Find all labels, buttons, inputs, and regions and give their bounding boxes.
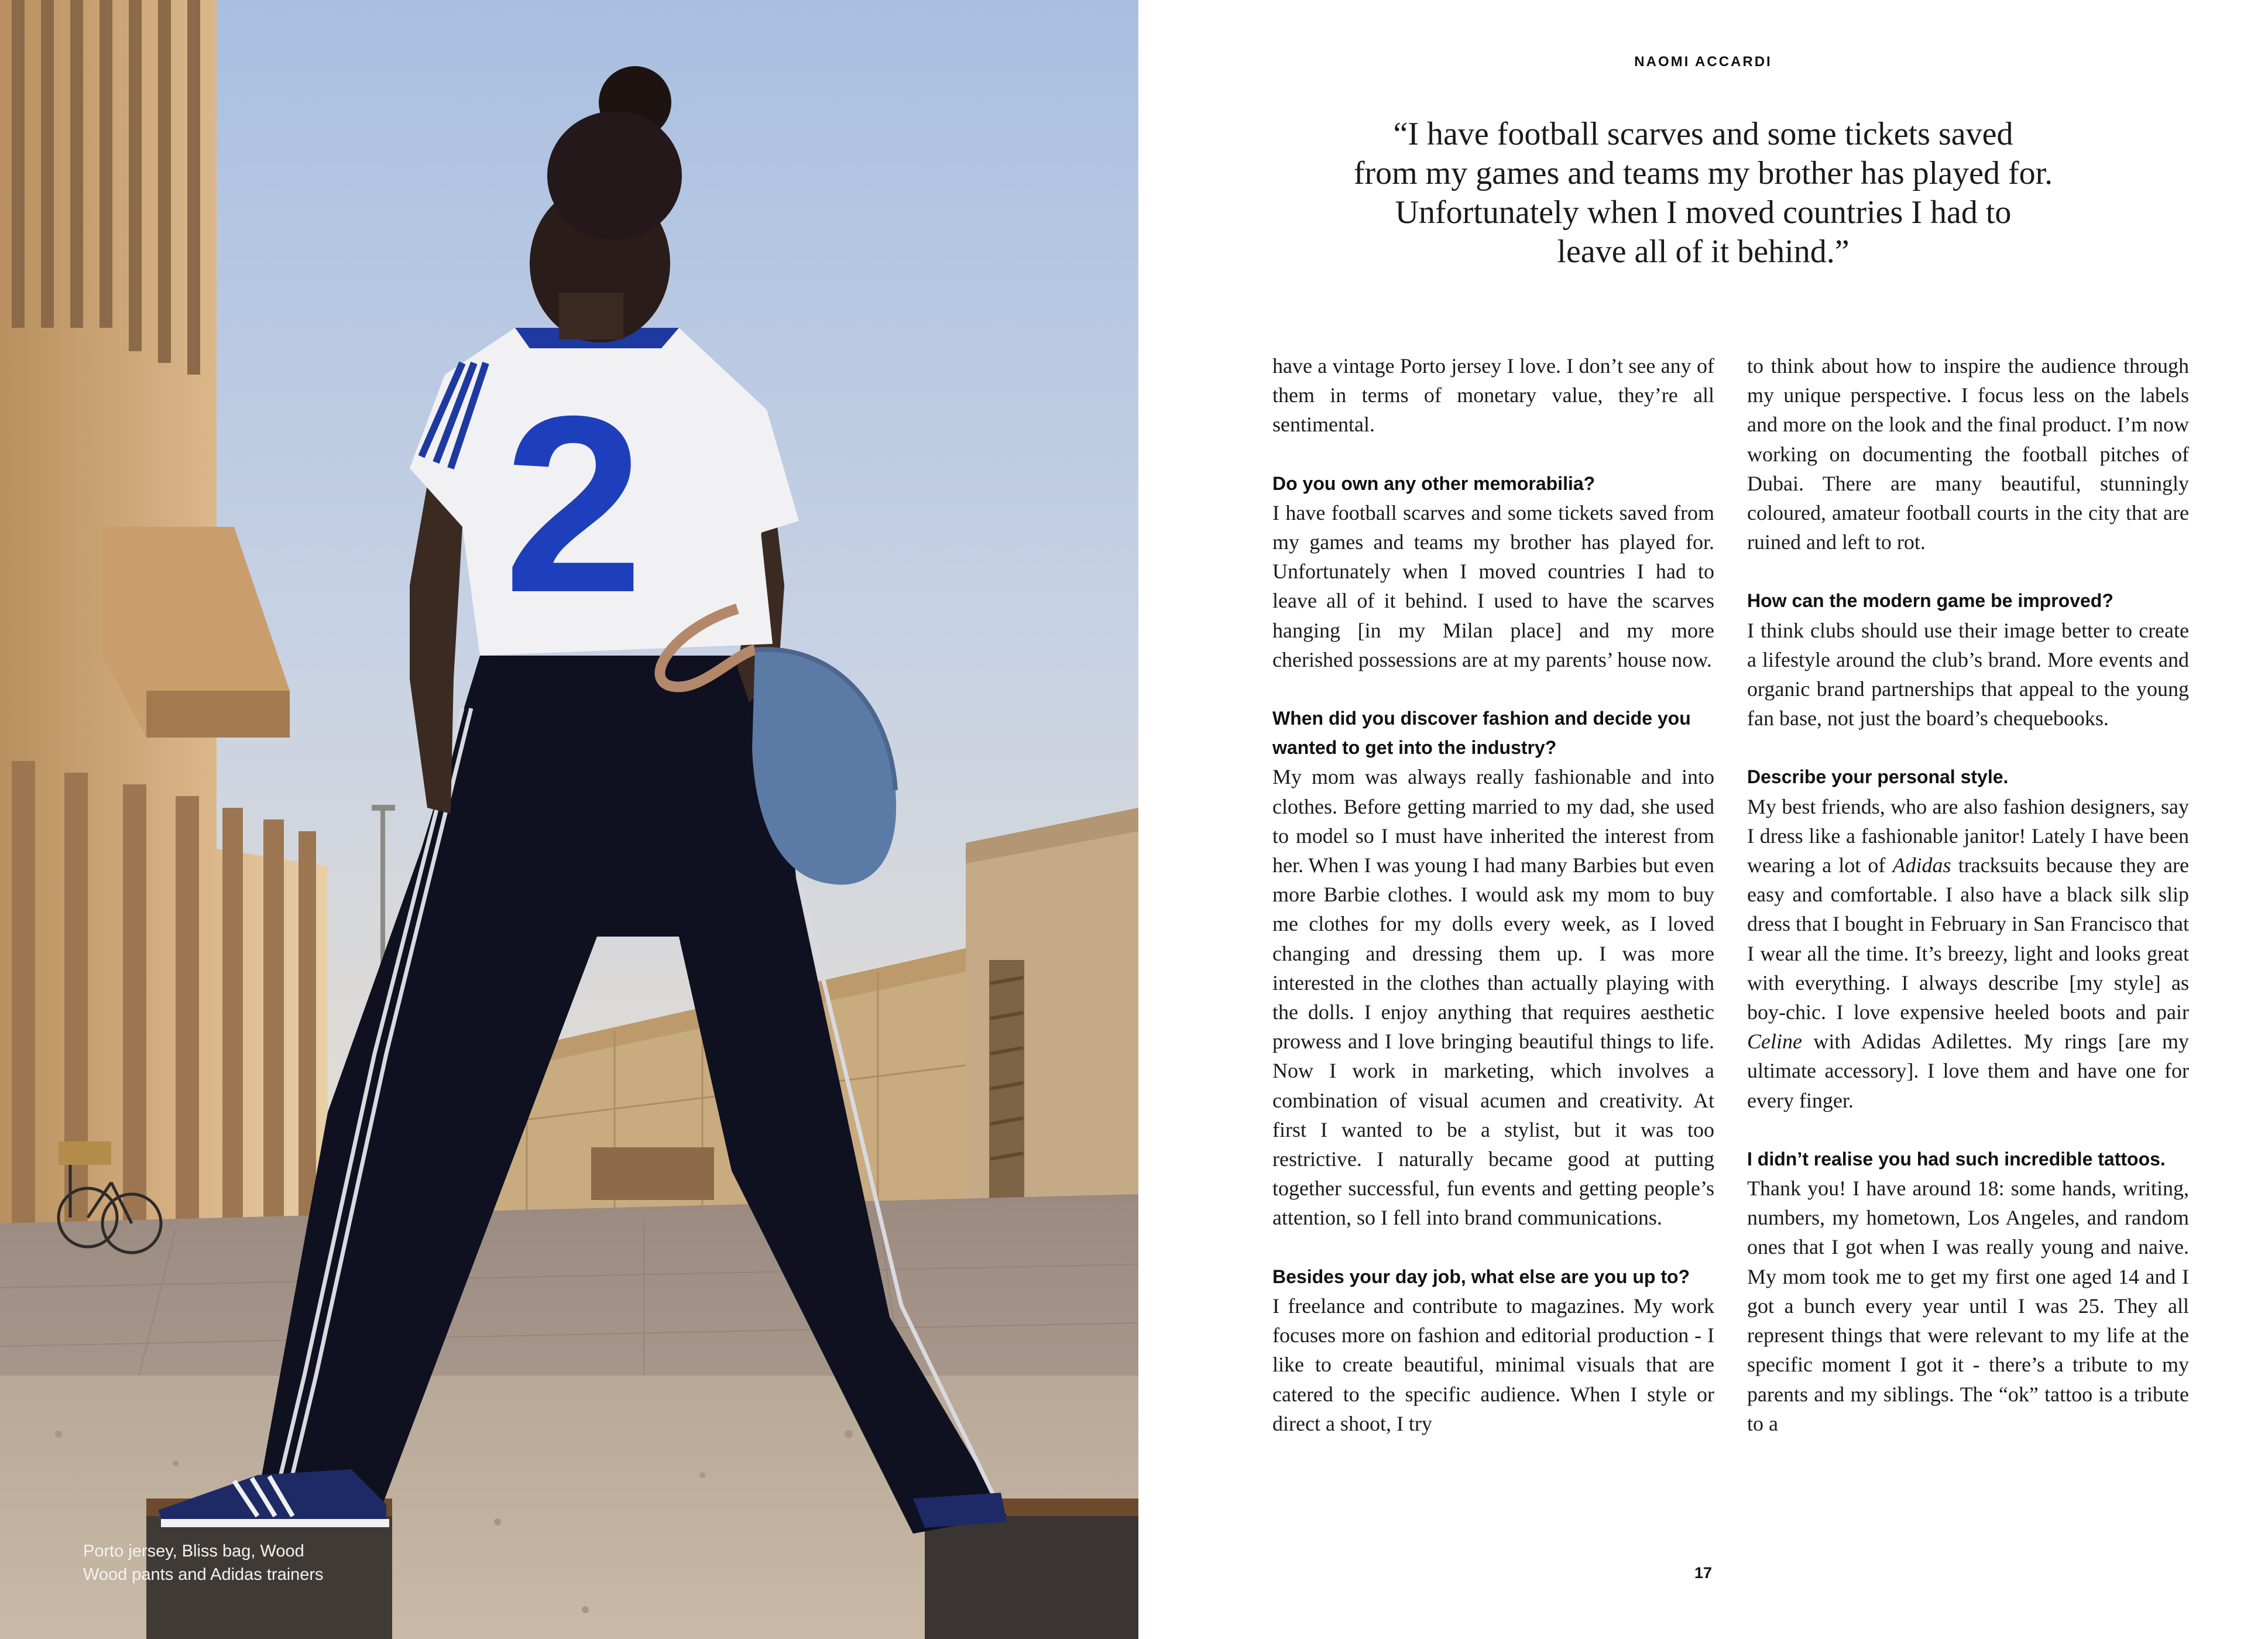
caption-line: Porto jersey, Bliss bag, Wood — [83, 1542, 304, 1561]
brand-name: Celine — [1747, 1030, 1802, 1054]
answer-text: tracksuits because they are easy and comfortable. I also have a black silk slip dress that I bought in February in San Francisco that I wear all the time. It’s breezy, light and looks great with everything. I always describe [my style] as boy-chic. I love expensive heeled boots and pair — [1747, 853, 2189, 1024]
shoe-right — [913, 1493, 1007, 1528]
question-heading: Do you own any other memorabilia? — [1272, 472, 1596, 494]
answer-text: with Adidas Adilettes. My rings [are my ultimate accessory]. I love them and have one for every finger. — [1747, 1030, 2189, 1112]
question-heading: How can the modern game be improved? — [1747, 590, 2113, 612]
pull-quote-line: from my games and teams my brother has played for. — [1353, 155, 2053, 191]
question-heading: I didn’t realise you had such incredible tattoos. — [1747, 1148, 2166, 1170]
running-head: NAOMI ACCARDI — [1634, 54, 1772, 70]
caption-line: Wood pants and Adidas trainers — [83, 1565, 324, 1584]
answer-paragraph: I think clubs should use their image better to create a lifestyle around the club’s brand. More events and organic brand partnerships that appeal to the young fan base, not just the board’s chequebooks. — [1747, 618, 2189, 731]
question-heading: Besides your day job, what else are you up to? — [1272, 1266, 1690, 1287]
answer-paragraph: I have football scarves and some tickets saved from my games and teams my brother has played for. Unfortunately when I moved countries I had to leave all of it behind. I used to have the scarves hanging [in my Milan place] and my more cherished possessions are at my parents’ house now. — [1272, 500, 1714, 671]
brand-name: Adidas — [1892, 853, 1951, 877]
pull-quote-line: leave all of it behind.” — [1557, 234, 1850, 270]
answer-paragraph: Thank you! I have around 18: some hands, writing, numbers, my hometown, Los Angeles, and random ones that I got when I was really young and naive. My mom took me to get my first one aged 14 and I got a bunch every year until I was 25. They all represent things that were relevant to my life at the specific moment I got it - there’s a tribute to my parents and my siblings. The “ok” tattoo is a tribute to a — [1747, 1177, 2189, 1435]
answer-paragraph: I freelance and contribute to magazines. My work focuses more on fashion and editorial production - I like to create beautiful, minimal visuals that are catered to the specific audience. When I style or direct a shoot, I try — [1272, 1294, 1714, 1435]
answer-text: My best friends, who are also fashion designers, say I dress like a fashionable janitor! Lately I have been wearing a lot of — [1747, 794, 2189, 877]
pull-quote-line: Unfortunately when I moved countries I had to — [1395, 194, 2012, 231]
question-heading: When did you discover fashion and decide you wanted to get into the industry? — [1272, 708, 1691, 759]
body-column-right — [1747, 351, 2189, 1467]
pull-quote-line: “I have football scarves and some tickets saved — [1393, 116, 2013, 152]
body-paragraph: have a vintage Porto jersey I love. I don’t see any of them in terms of monetary value, they’re all sentimental. — [1272, 354, 1714, 437]
photo-caption — [83, 1539, 434, 1586]
question-heading: Describe your personal style. — [1747, 766, 2009, 788]
body-paragraph: to think about how to inspire the audience through my unique perspective. I focus less on the labels and more on the look and the final product. I’m now working on documenting the football pitches of Dubai. There are many beautiful, stunningly coloured, amateur football courts in the city that are ruined and left to rot. — [1747, 354, 2189, 554]
answer-paragraph — [1747, 792, 2189, 1115]
pull-quote — [1302, 115, 2104, 272]
page-number: 17 — [1694, 1564, 1713, 1582]
text-page — [1138, 0, 2268, 1639]
body-column-left — [1272, 351, 1714, 1467]
answer-paragraph: My mom was always really fashionable and into clothes. Before getting married to my dad, she used to model so I must have inherited the interest from her. When I was young I had many Barbies but even more Barbie clothes. I would ask my mom to buy me clothes for my dolls every week, as I loved changing and dressing them up. I was more interested in the clothes than actually playing with the dolls. I enjoy anything that requires aesthetic prowess and I love bringing beautiful things to life. Now I work in marketing, which involves a combination of visual acumen and creativity. At first I wanted to be a stylist, but it was too restrictive. I naturally became good at putting together successful, fun events and getting people’s attention, so I fell into brand communications. — [1272, 765, 1714, 1230]
jersey-number: 2 — [503, 364, 644, 645]
